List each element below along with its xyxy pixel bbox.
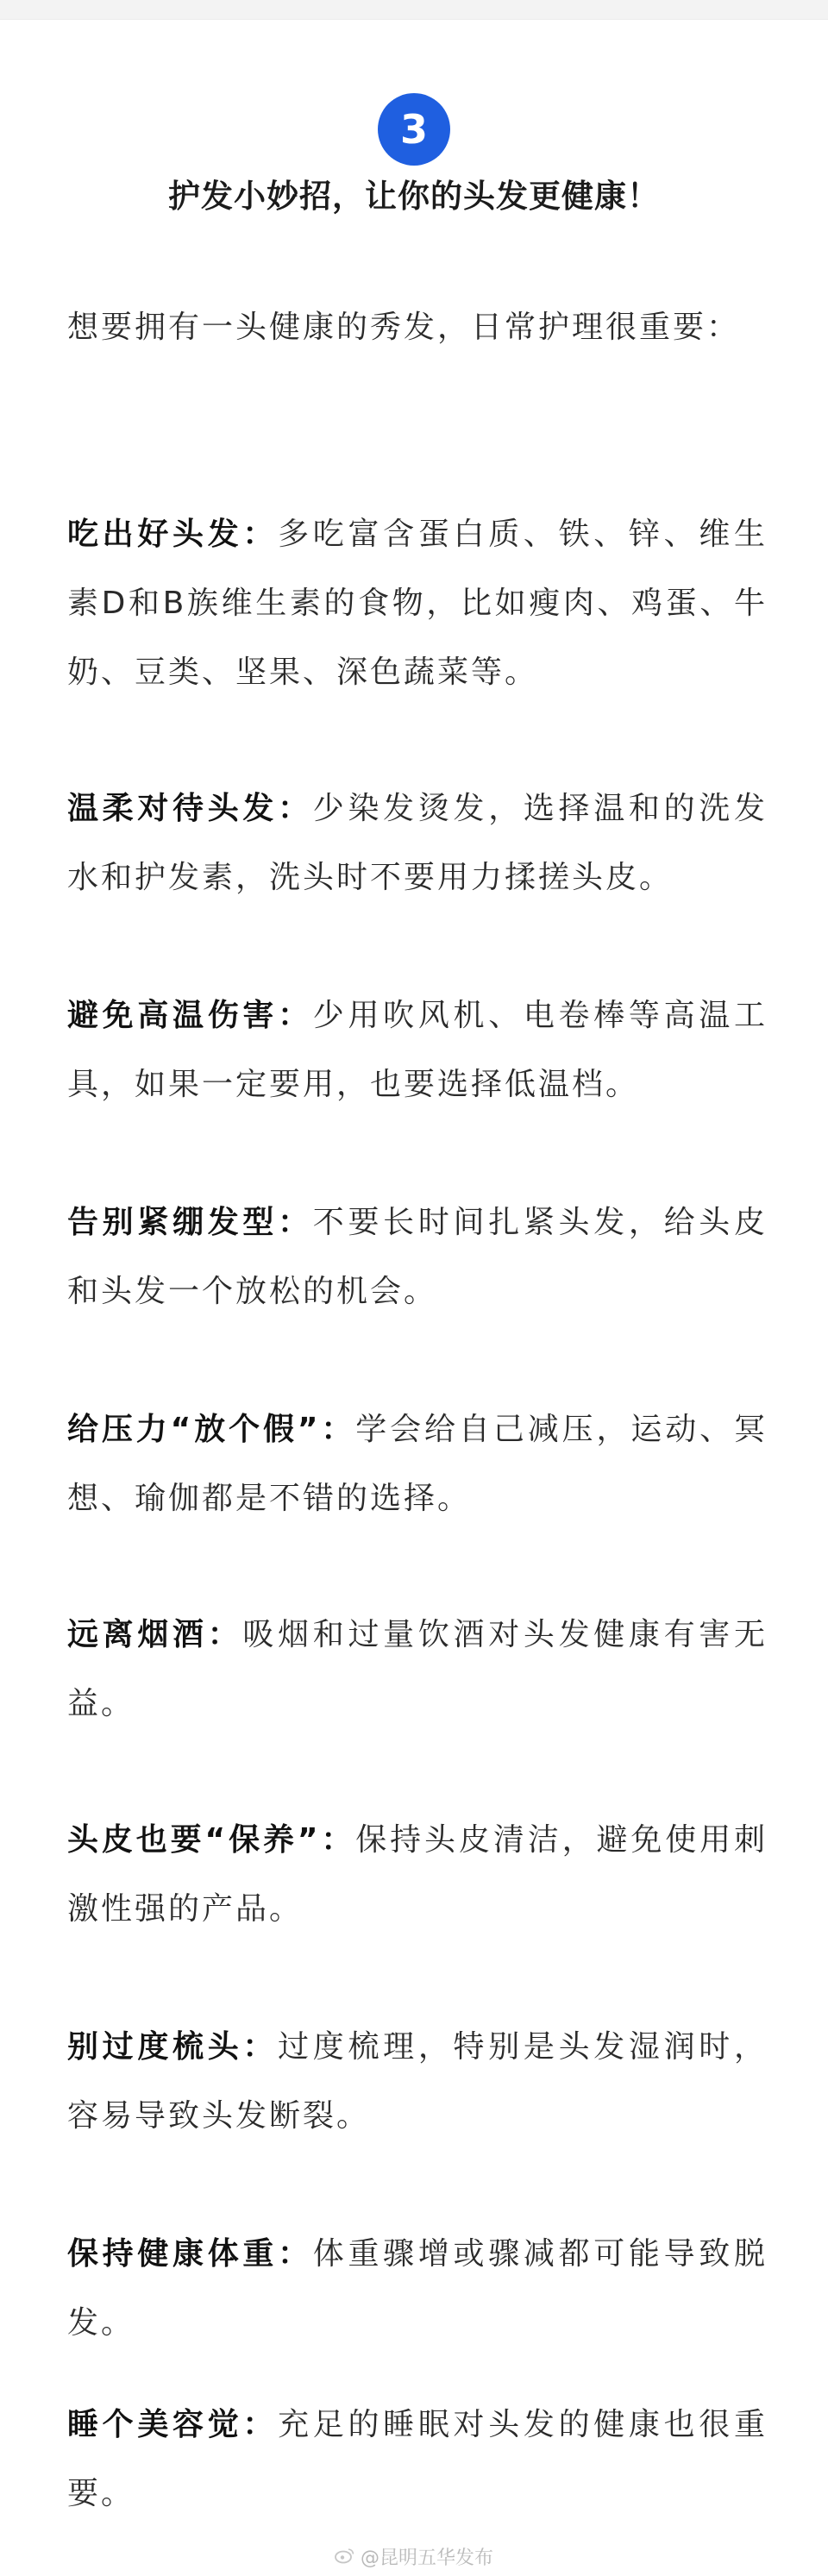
tip-term: 头皮也要“保养”：: [67, 1822, 356, 1858]
tip-paragraph: [67, 981, 768, 1119]
tip-term: 远离烟酒：: [67, 1617, 243, 1652]
tip-text: 多吃富含蛋白质、铁、锌、维生素D和B族维生素的食物，比如瘦肉、鸡蛋、牛奶、豆类、坚果、深色蔬菜等。: [67, 517, 768, 690]
tip-paragraph: [67, 1188, 768, 1326]
tip-term: 告别紧绷发型：: [67, 1205, 313, 1240]
tip-paragraph: [67, 2391, 768, 2529]
tip-text: 吸烟和过量饮酒对头发健康有害无益。: [67, 1617, 768, 1721]
intro-paragraph: 想要拥有一头健康的秀发，日常护理很重要：: [67, 310, 741, 345]
tip-term: 别过度梳头：: [67, 2029, 279, 2065]
tip-term: 温柔对待头发：: [67, 791, 313, 826]
watermark: [0, 2546, 828, 2572]
tip-term: 睡个美容觉：: [67, 2407, 279, 2442]
tip-paragraph: [67, 1806, 768, 1944]
tip-text: 充足的睡眠对头发的健康也很重要。: [67, 2407, 768, 2511]
tip-text: 体重骤增或骤减都可能导致脱发。: [67, 2236, 768, 2341]
tip-text: 学会给自己减压，运动、冥想、瑜伽都是不错的选择。: [67, 1412, 768, 1516]
section-number-badge: 3: [378, 93, 450, 166]
tip-text: 不要长时间扎紧头发，给头皮和头发一个放松的机会。: [67, 1205, 768, 1309]
watermark-text: @昆明五华发布: [360, 2548, 493, 2569]
tip-term: 给压力“放个假”：: [67, 1412, 356, 1447]
tip-term: 吃出好头发：: [67, 517, 279, 552]
tip-paragraph: [67, 2013, 768, 2151]
tip-paragraph: [67, 2220, 768, 2358]
tip-paragraph: [67, 1395, 768, 1533]
tip-text: 保持头皮清洁，避免使用刺激性强的产品。: [67, 1822, 768, 1927]
tip-paragraph: [67, 500, 768, 707]
tip-text: 少用吹风机、电卷棒等高温工具，如果一定要用，也要选择低温档。: [67, 998, 768, 1102]
tip-text: 过度梳理，特别是头发湿润时，容易导致头发断裂。: [67, 2029, 768, 2134]
tip-paragraph: [67, 774, 768, 912]
tip-paragraph: [67, 1601, 768, 1739]
tip-term: 避免高温伤害：: [67, 998, 313, 1033]
top-divider-bar: [0, 0, 828, 20]
section-title: 护发小妙招，让你的头发更健康！: [168, 178, 660, 215]
weibo-icon: [335, 2546, 355, 2572]
tip-text: 少染发烫发，选择温和的洗发水和护发素，洗头时不要用力揉搓头皮。: [67, 791, 768, 895]
tip-term: 保持健康体重：: [67, 2236, 313, 2272]
